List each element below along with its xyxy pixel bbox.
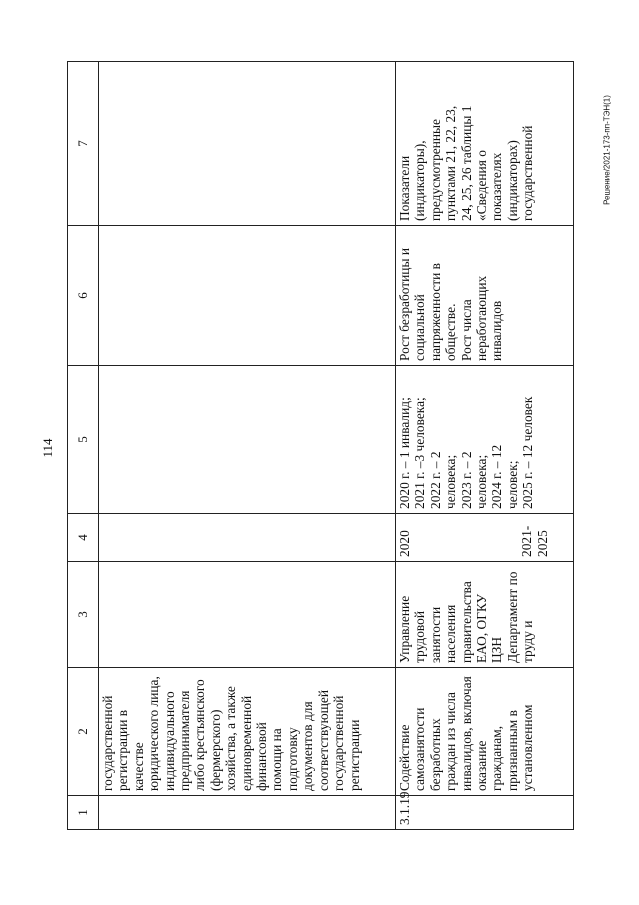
row-1-period [99,514,396,562]
row-1-indicators [99,62,396,226]
row-2-result: 2020 г. – 1 инвалид; 2021 г. –3 человека; 2022 г. – 2 человека; 2023 г. – 2 человека; 2024 г. – 12 человек; 2025 г. – 12 человек [396,366,574,514]
measures-table [67,61,574,830]
header-cell-6: 6 [68,226,99,366]
header-cell-5: 5 [68,366,99,514]
row-1-consequences [99,226,396,366]
table-container [67,62,574,830]
header-cell-7: 7 [68,62,99,226]
document-id [598,60,616,240]
header-cell-3: 3 [68,562,99,668]
row-2-executor: Управление трудовой занятости населения правительства ЕАО, ОГКУ ЦЗН Департамент по труду и [396,562,574,668]
row-2-period [396,514,574,562]
header-row [68,62,99,830]
header-cell-1: 1 [68,796,99,830]
table-row [396,62,574,830]
row-2-number: 3.1.19 [396,796,574,830]
header-cell-2: 2 [68,668,99,796]
row-1-number [99,796,396,830]
row-2-period-first: 2020 [397,530,412,557]
row-2-period-second: 2021- 2025 [519,525,550,557]
document-id-text: Решение/2021-173-пп-ТЭН(1) [602,95,612,205]
row-1-result [99,366,396,514]
rotated-table-frame [67,62,574,830]
page-number [38,428,58,468]
row-1-executor [99,562,396,668]
row-1-measure: государственной регистрации в качестве юридического лица, индивидуального предпринимателя либо крестьянского (фермерского) хозяйства, а также единовременной финансовой помощи на подготовку документов для соответствующей государственной регистрации [99,668,396,796]
row-2-consequences: Рост безработицы и социальной напряженности в обществе. Рост числа неработающих инвалидов [396,226,574,366]
header-cell-4: 4 [68,514,99,562]
table-row [99,62,396,830]
page-number-text: 114 [40,438,55,458]
row-2-indicators: Показатели (индикаторы), предусмотренные пунктами 21, 22, 23, 24, 25, 26 таблицы 1 «Сведения о показателях (индикаторах) государственной [396,62,574,226]
row-2-measure: Содействие самозанятости безработных граждан из числа инвалидов, включая оказание гражданам, признанным в установленном [396,668,574,796]
